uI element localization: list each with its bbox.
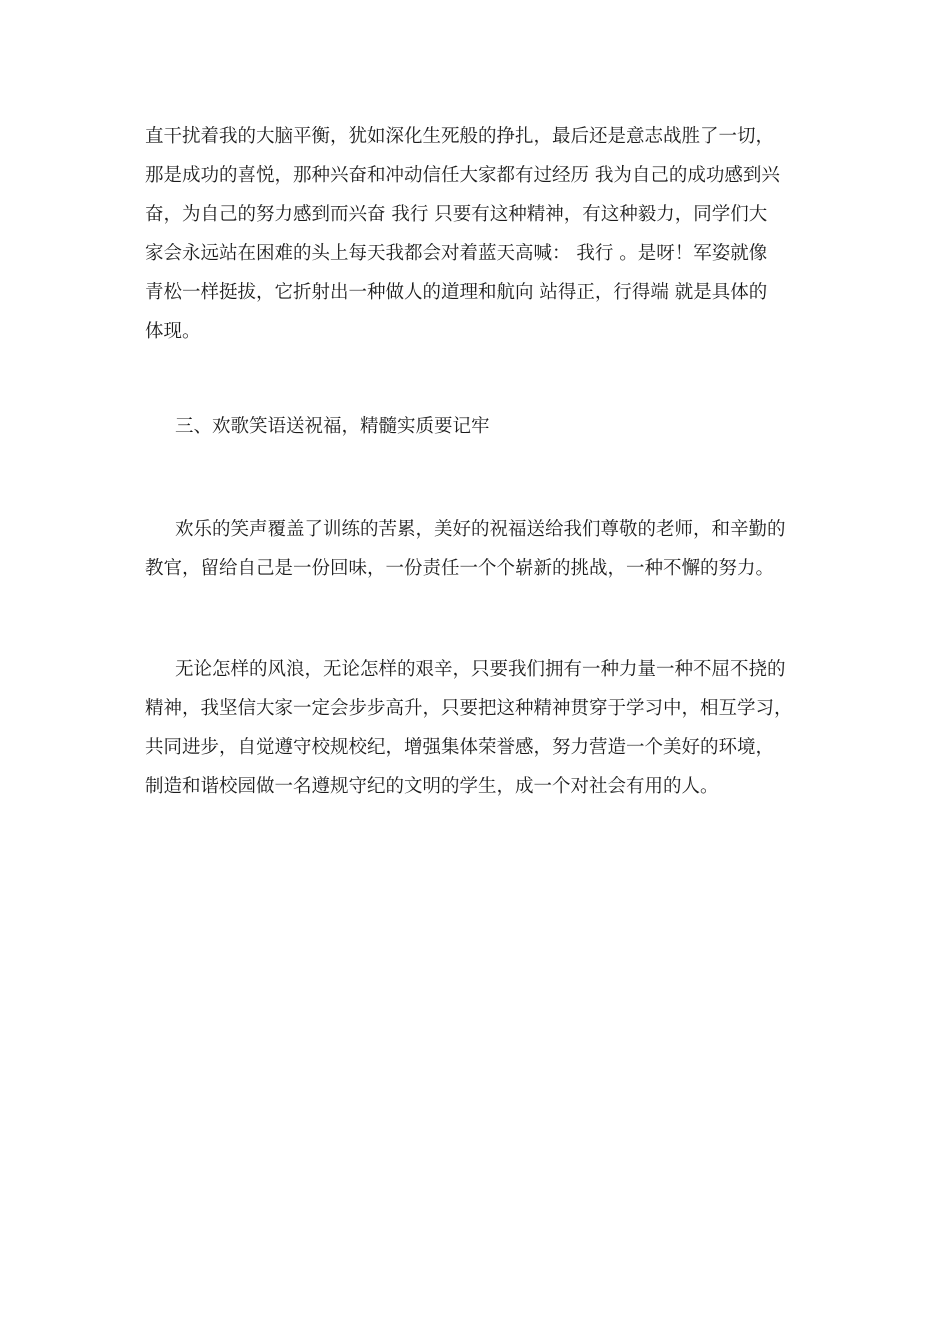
paragraph-continuation xyxy=(145,117,813,351)
section-heading xyxy=(145,407,813,446)
paragraph-line: 共同进步，自觉遵守校规校纪，增强集体荣誉感，努力营造一个美好的环境， xyxy=(145,737,775,758)
paragraph-line: 欢乐的笑声覆盖了训练的苦累，美好的祝福送给我们尊敬的老师，和辛勤的 xyxy=(175,519,786,540)
paragraph-line: 青松一样挺拔，它折射出一种做人的道理和航向 站得正，行得端 就是具体的 xyxy=(145,282,768,303)
paragraph-line: 精神，我坚信大家一定会步步高升，只要把这种精神贯穿于学习中，相互学习， xyxy=(145,698,793,719)
section-heading-text: 三、欢歌笑语送祝福，精髓实质要记牢 xyxy=(175,416,490,437)
paragraph-blessings xyxy=(145,510,813,588)
paragraph-line: 奋，为自己的努力感到而兴奋 我行 只要有这种精神，有这种毅力，同学们大 xyxy=(145,204,768,225)
paragraph-line: 制造和谐校园做一名遵规守纪的文明的学生，成一个对社会有用的人。 xyxy=(145,776,719,797)
paragraph-line: 教官，留给自己是一份回味，一份责任一个个崭新的挑战，一种不懈的努力。 xyxy=(145,558,775,579)
paragraph-line: 那是成功的喜悦，那种兴奋和冲动信任大家都有过经历 我为自己的成功感到兴 xyxy=(145,165,780,186)
paragraph-line: 体现。 xyxy=(145,321,201,342)
paragraph-line: 直干扰着我的大脑平衡，犹如深化生死般的挣扎，最后还是意志战胜了一切， xyxy=(145,126,775,147)
paragraph-line: 家会永远站在困难的头上每天我都会对着蓝天高喊： 我行 。是呀！军姿就像 xyxy=(145,243,768,264)
paragraph-conclusion xyxy=(145,650,813,806)
paragraph-line: 无论怎样的风浪，无论怎样的艰辛，只要我们拥有一种力量一种不屈不挠的 xyxy=(175,659,786,680)
